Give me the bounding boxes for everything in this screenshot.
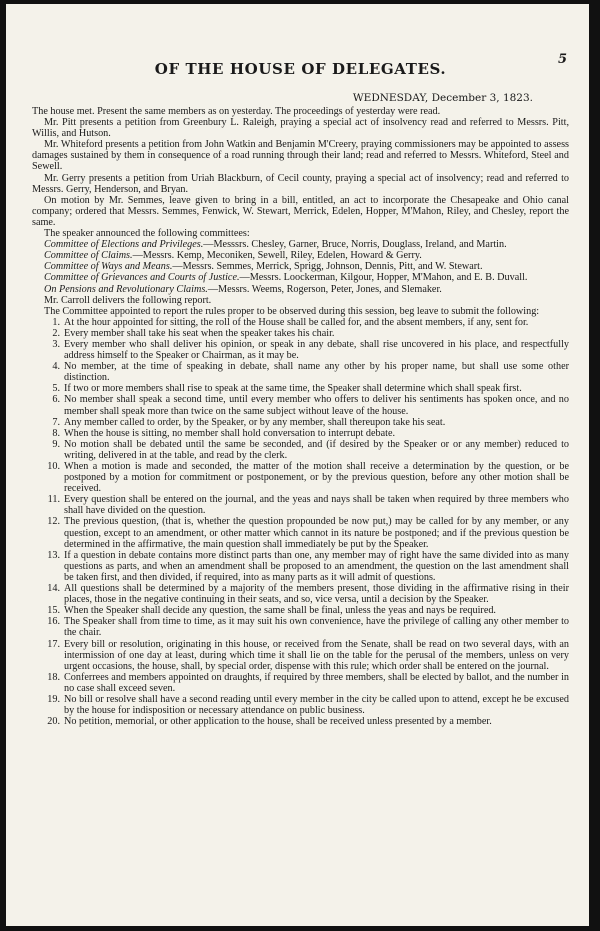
- rule-number: 4.: [52, 361, 60, 373]
- rule-text: No motion shall be debated until the same be seconded, and (if desired by the Speaker or or any member) reduced to writing, delivered in at the table, and read by the clerk.: [64, 438, 569, 461]
- rule-text: If a question in debate contains more distinct parts than one, any member may of right have the same divided into as many questions as parts, and when an amendment shall be proposed to an amendment, the question on the last amendment shall be taken first, and then divided, if required, into as many parts as it will admit of questions.: [64, 549, 569, 583]
- rule-text: The Speaker shall from time to time, as it may suit his own convenience, have the privilege of calling any other member to the chair.: [64, 616, 569, 639]
- rule-text: When a motion is made and seconded, the matter of the motion shall receive a determination by the question, or be postponed by a motion for commitment or postponement, or by the previous question, before any other motion shall be received.: [64, 461, 569, 495]
- committee-name: On Pensions and Revolutionary Claims.: [44, 283, 208, 295]
- committee-list: [32, 239, 569, 294]
- report-intro-paragraph: The Committee appointed to report the rules proper to be observed during this session, beg leave to submit the following:: [44, 305, 540, 317]
- rules-list: [32, 317, 569, 727]
- rule-text: Conferrees and members appointed on draughts, if required by three members, shall be elected by ballot, and the number in no case shall exceed seven.: [64, 671, 569, 694]
- rule-text: All questions shall be determined by a majority of the members present, those dividing in the affirmative rising in their places, those in the negative continuing in their seats, and so, vice versa, until a decision by the Speaker.: [64, 583, 569, 606]
- rule-item: [32, 361, 569, 383]
- rule-number: 3.: [52, 338, 60, 350]
- rule-text: No petition, memorial, or other application to the house, shall be received unless presented by a member.: [64, 716, 492, 728]
- rule-text: Any member called to order, by the Speaker, or by any member, shall thereupon take his seat.: [64, 416, 446, 428]
- rule-item: [32, 461, 569, 494]
- rule-text: Every member shall take his seat when the speaker takes his chair.: [64, 327, 335, 339]
- document-page: [6, 4, 589, 926]
- committee-entry: [32, 261, 569, 272]
- rule-number: 6.: [52, 394, 60, 406]
- rule-text: Every bill or resolution, originating in this house, or received from the Senate, shall be read on two several days, with an intermission of one day at least, during which time it shall lie on the table for the perusal of the members, unless on very urgent occasions, the house, shall, by special order, dispense with this rule; which order shall be entered on the journal.: [64, 638, 569, 672]
- intro-paragraph: Mr. Gerry presents a petition from Uriah Blackburn, of Cecil county, praying a special act of insolvency; read and referred to Messrs. Gerry, Henderson, and Bryan.: [32, 172, 569, 195]
- rule-text: Every member who shall deliver his opinion, or speak in any debate, shall rise uncovered in his place, and respectfully address himself to the Speaker or Chairman, as it may be.: [64, 338, 569, 362]
- rule-text: No member, at the time of speaking in debate, shall name any other by his proper name, but shall use some other distinction.: [64, 361, 569, 384]
- rule-number: 17.: [47, 638, 60, 650]
- rule-text: The previous question, (that is, whether the question propounded be now put,) may be called for by any member, or any question, except to an amendment, or other matter which cannot in its nature be postponed; and if the previous question be determined in the affirmative, the main question shall immediately be put by the Speaker.: [64, 516, 569, 550]
- rule-text: At the hour appointed for sitting, the roll of the House shall be called for, and the absent members, if any, sent for.: [64, 316, 529, 328]
- rule-number: 16.: [47, 616, 60, 628]
- rule-item: [32, 317, 569, 328]
- rule-number: 9.: [52, 438, 60, 450]
- committee-members: —Messrs. Weems, Rogerson, Peter, Jones, and Slemaker.: [207, 283, 442, 295]
- rule-item: [32, 428, 569, 439]
- rule-number: 13.: [47, 549, 60, 561]
- committee-name: Committee of Elections and Privileges.: [44, 239, 204, 251]
- rule-number: 7.: [52, 416, 60, 428]
- rule-text: No bill or resolve shall have a second reading until every member in the city be called upon to attend, except he be excused by the house for indisposition or necessary attendance on public business.: [64, 693, 569, 717]
- rule-number: 14.: [47, 583, 60, 595]
- rule-item: [32, 439, 569, 461]
- committee-members: —Messrs. Loockerman, Kilgour, Hopper, M'Mahon, and E. B. Duvall.: [239, 272, 528, 284]
- rule-number: 1.: [52, 316, 60, 328]
- rule-number: 5.: [52, 383, 60, 395]
- rule-text: No member shall speak a second time, until every member who offers to deliver his sentiments has spoken once, and no member shall speak more than twice on the same subject without leave of the house.: [64, 394, 569, 417]
- rule-number: 2.: [52, 327, 60, 339]
- intro-paragraph: Mr. Pitt presents a petition from Greenbury L. Raleigh, praying a special act of insolvency read and referred to Messrs. Pitt, Willis, and Hutson.: [32, 117, 569, 140]
- committee-name: Committee of Ways and Means.: [44, 261, 173, 273]
- intro-paragraph: Mr. Whiteford presents a petition from John Watkin and Benjamin M'Creery, praying commissioners may be appointed to assess damages sustained by them in consequence of a road running through their land; read and referred to Messrs. Whiteford, Steel and Sewell.: [32, 139, 569, 173]
- rule-text: If two or more members shall rise to speak at the same time, the Speaker shall determine which shall speak first.: [64, 383, 522, 395]
- rule-number: 12.: [47, 516, 60, 528]
- rule-item: [32, 639, 569, 672]
- rule-item: [32, 716, 569, 727]
- rule-item: [32, 417, 569, 428]
- intro-paragraph: The house met. Present the same members as on yesterday. The proceedings of yesterday were read.: [32, 106, 441, 117]
- rule-item: [32, 550, 569, 583]
- rule-item: [32, 328, 569, 339]
- rule-text: Every question shall be entered on the journal, and the yeas and nays shall be taken when required by three members who shall have divided on the question.: [64, 494, 569, 517]
- rule-item: [32, 672, 569, 694]
- rule-number: 15.: [47, 605, 60, 617]
- committee-members: —Messrs. Semmes, Merrick, Sprigg, Johnson, Dennis, Pitt, and W. Stewart.: [172, 261, 483, 273]
- page-number: 5: [557, 52, 567, 67]
- committee-entry: [32, 284, 569, 295]
- committee-members: —Messrs. Kemp, Meconiken, Sewell, Riley, Edelen, Howard & Gerry.: [132, 250, 422, 262]
- rule-item: [32, 694, 569, 716]
- rule-item: [32, 394, 569, 416]
- rule-text: When the Speaker shall decide any question, the same shall be final, unless the yeas and nays be required.: [64, 605, 496, 617]
- committee-entry: [32, 239, 569, 250]
- committee-entry: [32, 272, 569, 283]
- rule-item: [32, 605, 569, 616]
- rule-item: [32, 516, 569, 549]
- date-line: WEDNESDAY, December 3, 1823.: [352, 92, 533, 104]
- rule-number: 10.: [47, 461, 60, 472]
- committee-members: —Messsrs. Chesley, Garner, Bruce, Norris, Douglass, Ireland, and Martin.: [203, 239, 507, 251]
- rule-number: 8.: [52, 427, 60, 439]
- journal-body: [32, 106, 569, 727]
- committee-entry: [32, 250, 569, 261]
- rule-item: [32, 494, 569, 516]
- report-intro-paragraph: Mr. Carroll delivers the following report.: [44, 294, 212, 306]
- rule-item: [32, 339, 569, 361]
- rule-number: 20.: [47, 716, 60, 728]
- rule-number: 18.: [47, 671, 60, 683]
- rule-number: 19.: [47, 693, 60, 705]
- rule-item: [32, 616, 569, 638]
- committee-name: Committee of Claims.: [44, 250, 133, 262]
- rule-number: 11.: [47, 494, 60, 506]
- committee-name: Committee of Grievances and Courts of Justice.: [44, 272, 240, 284]
- intro-paragraph: On motion by Mr. Semmes, leave given to bring in a bill, entitled, an act to incorporate the Chesapeake and Ohio canal company; ordered that Messrs. Semmes, Fenwick, W. Stewart, Merrick, Edelen, Hopper, M'Mahon, Riley, and Chesley, report the same.: [32, 194, 569, 228]
- rule-item: [32, 583, 569, 605]
- rule-item: [32, 383, 569, 394]
- intro-paragraph: The speaker announced the following committees:: [44, 228, 250, 240]
- rule-text: When the house is sitting, no member shall hold conversation to interrupt debate.: [64, 427, 396, 439]
- page-heading: OF THE HOUSE OF DELEGATES.: [154, 60, 447, 78]
